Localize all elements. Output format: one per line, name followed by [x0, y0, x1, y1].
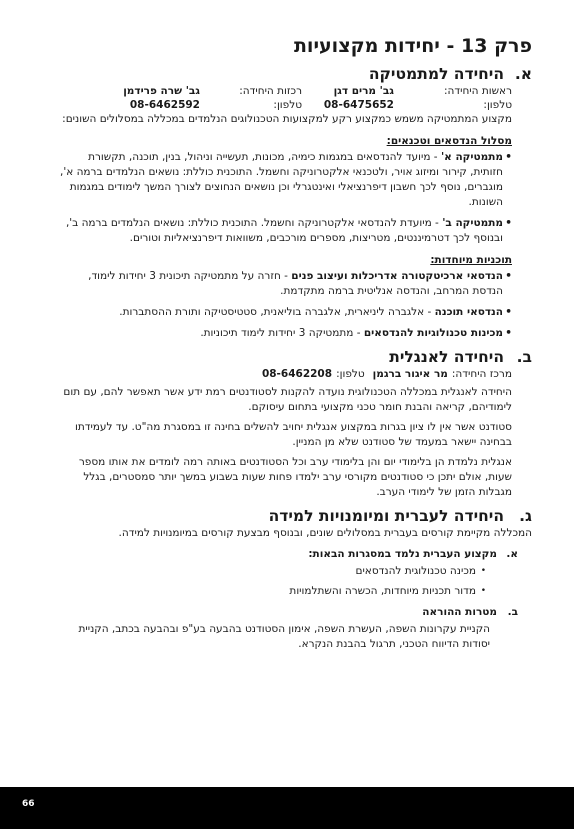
- phone-label: טלפון:: [273, 99, 302, 111]
- coordinator-label: רכזות היחידה:: [239, 85, 302, 97]
- page-content: [58, 34, 532, 657]
- english-paragraph: אנגלית נלמדת הן בלימודי יום והן בלימודי ערב וכל הסטודנטים באותה רמה לומדים את אותו מספר שעות, אולם יתכן כי סטודנטים מקורסי ערב ילמדו פחות שעות בשבוע במשך יותר סמסטרים, בגלל מגבלות הזמן של לימודי הערב.: [78, 456, 512, 498]
- track-list: [58, 150, 512, 246]
- phone-label: טלפון:: [483, 99, 512, 111]
- programs-list: [58, 269, 512, 341]
- subsection-heading: [58, 605, 518, 620]
- track-item-name: מתמטיקה א': [440, 151, 503, 163]
- english-paragraph: סטודנט אשר אין לו ציון בגרות במקצוע אנגלית יחויב להשלים בחינה זו במסגרת מה"ט. עד לעמידתו בבחינה יישאר במעמד של סטודנט שלא מן המניין.: [74, 421, 512, 448]
- center-label: מרכז היחידה:: [451, 368, 512, 380]
- coordinator-phone: 08-6462592: [129, 99, 200, 111]
- teaching-goals-paragraph: הקניית עקרונות השפה, העשרת השפה, אימון הסטודנט בהבעה בע"פ ובהבעה בכתב, הקניית יסודות הדיווח הטכני, תרגול בהבנת הנקרא.: [78, 623, 490, 650]
- subsection-letter: ב.: [507, 606, 518, 618]
- unit-title: היחידה לעברית ומיומנויות למידה: [268, 507, 504, 525]
- track-item: [58, 216, 512, 246]
- frameworks-list: [58, 564, 532, 599]
- english-contact-row: [58, 367, 512, 381]
- track-title: מסלול הנדסאים וטכנאים:: [386, 135, 512, 147]
- track-item: [58, 150, 512, 210]
- program-item: [58, 269, 512, 299]
- unit-letter: א.: [514, 65, 532, 83]
- math-unit-section: [58, 64, 532, 341]
- hebrew-unit-body: [58, 526, 532, 652]
- english-paragraph: היחידה לאנגלית במכללה הטכנולוגית נועדה להקנות לסטודנטים רמת ידע אשר תאפשר להם, עם תום לימודיהם, קריאה והבנת חומר טכני מקצועי בתחום עיסוקם.: [63, 386, 512, 413]
- center-name: מר איגור ברגמן: [372, 368, 448, 380]
- program-item-text: - חזרה על מתמטיקה תיכונית 3 יחידות לימוד, הנדסת המרחב, והנדסה אנליטית ברמה מתקדמת.: [88, 270, 503, 297]
- program-item-text: - אלגברה ליניארית, אלגברה בוליאנית, סטטיסטיקה ותורת ההסתברות.: [119, 306, 432, 318]
- subsection-heading: [58, 547, 518, 562]
- subsection-title: מקצוע העברית נלמד במסגרות הבאות:: [308, 548, 497, 560]
- page-footer-bar: [0, 787, 574, 829]
- page-number: 66: [22, 799, 35, 809]
- framework-item: • מדור תכניות מיוחדות, הכשרה והשתלמויות: [58, 584, 486, 599]
- english-unit-body: [58, 367, 512, 500]
- track-item-text: - מיועדת להנדסאי אלקטרוניקה וחשמל. התוכנית כוללת: נושאים הנלמדים ברמה ב', ובנוסף לכך דטרמיננטים, מטריצות, מספרים מורכבים, משוואות דיפרנציאליות וטורים.: [65, 217, 503, 244]
- chapter-title: פרק 13 - יחידות מקצועיות: [293, 35, 532, 57]
- coordinator-name: גב' שרה פרידמן: [123, 85, 200, 97]
- program-item: [58, 326, 512, 341]
- phone-label: טלפון:: [336, 368, 365, 380]
- unit-letter: ג.: [519, 507, 532, 525]
- program-item-name: הנדסאי תוכנה: [434, 306, 503, 318]
- framework-item: • מכינה טכנולוגית להנדסאים: [58, 564, 486, 579]
- hebrew-unit-section: [58, 506, 532, 652]
- math-intro-paragraph: מקצוע המתמטיקה משמש כמקצוע רקע למקצועות הטכנולוגים הנלמדים במכללה במסלולים השונים:: [62, 113, 512, 125]
- math-unit-body: [58, 84, 512, 341]
- contact-names-row: [58, 84, 512, 98]
- track-item-name: מתמטיקה ב': [442, 217, 503, 229]
- head-label: ראשות היחידה:: [443, 85, 512, 97]
- program-item-text: - מתמטיקה 3 יחידות לימוד תיכוניות.: [200, 327, 361, 339]
- english-unit-heading: [58, 347, 532, 367]
- head-name: גב' מרים דגן: [333, 85, 394, 97]
- program-item-name: מכינות טכנולוגיות להנדסאים: [363, 327, 503, 339]
- head-phone: 08-6475652: [323, 99, 394, 111]
- program-item-name: הנדסאי ארכיטקטורה אדריכלות ועיצוב פנים: [291, 270, 503, 282]
- programs-title: תוכניות מיוחדות:: [430, 254, 512, 266]
- unit-title: היחידה למתמטיקה: [368, 65, 504, 83]
- contacts-block: [58, 84, 512, 112]
- subsection-letter: א.: [506, 548, 518, 560]
- unit-title: היחידה לאנגלית: [389, 348, 504, 366]
- math-unit-heading: [58, 64, 532, 84]
- hebrew-unit-heading: [58, 506, 532, 526]
- english-unit-section: [58, 347, 532, 500]
- subsection-title: מטרות ההוראה: [422, 606, 497, 618]
- hebrew-intro-paragraph: המכללה מקיימת קורסים בעברית במסלולים שונים, ובנוסף מבצעת קורסים במיומנויות למידה.: [118, 527, 532, 539]
- track-item-text: - מיועד להנדסאים במגמות כימיה, מכונות, תעשייה וניהול, בנין, תוכנה, תקשורת חזותית, קירור ומיזוג אויר, ולטכנאי אלקטרוניקה וחשמל. התוכנית כוללת: נושאים הנלמדים ברמה א', מוגברים, נוסף לכך חשבון דיפרנציאלי ואינטגרלי וכן נושאים הנחוצים לצורך המשך לימודים במגמות השונות.: [59, 151, 503, 208]
- center-phone: 08-6462208: [261, 368, 333, 380]
- unit-letter: ב.: [516, 348, 532, 366]
- contact-phones-row: [58, 98, 512, 112]
- program-item: [58, 305, 512, 320]
